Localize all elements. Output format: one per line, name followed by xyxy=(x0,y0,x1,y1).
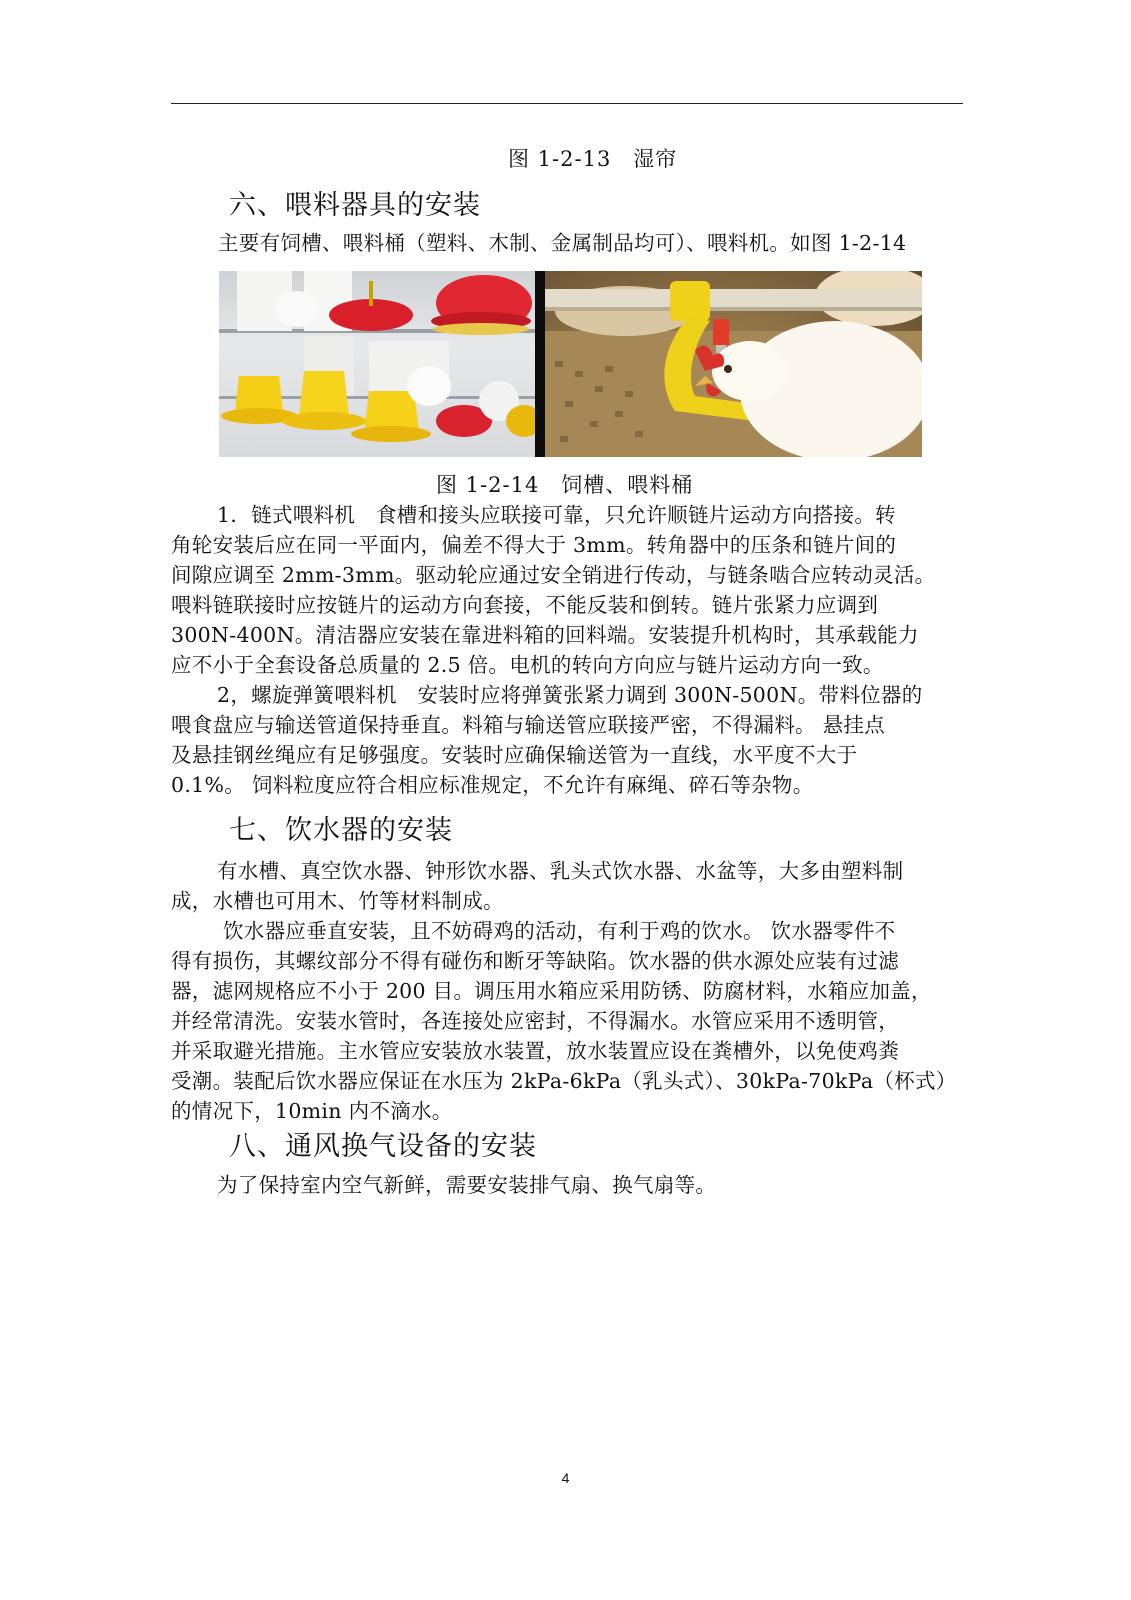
text-line: 得有损伤，其螺纹部分不得有碰伤和断牙等缺陷。饮水器的供水源处应装有过滤 xyxy=(171,949,899,973)
section-6-intro xyxy=(218,228,906,258)
text-line: 饮水器应垂直安装，且不妨碍鸡的活动，有利于鸡的饮水。 饮水器零件不 xyxy=(223,919,896,943)
text-line: 1．链式喂料机 食槽和接头应联接可靠，只允许顺链片运动方向搭接。转 xyxy=(217,503,896,527)
text-line: 0.1%。 饲料粒度应符合相应标准规定，不允许有麻绳、碎石等杂物。 xyxy=(171,773,814,797)
header-rule xyxy=(171,103,963,104)
text-line: 器，滤网规格应不小于 200 目。调压用水箱应采用防锈、防腐材料，水箱应加盖， xyxy=(171,979,932,1003)
feeder-buckets-photo xyxy=(219,271,535,457)
text-line: 300N-400N。清洁器应安装在靠进料箱的回料端。安装提升机构时，其承载能力 xyxy=(171,623,919,647)
section-8-heading: 八、通风换气设备的安装 xyxy=(229,1131,537,1162)
figure-13-caption: 图 1-2-13 湿帘 xyxy=(508,147,678,171)
text-line: 及悬挂钢丝绳应有足够强度。安装时应确保输送管为一直线，水平度不大于 xyxy=(171,743,858,767)
page-number: 4 xyxy=(561,1470,570,1486)
text-line: 并采取避光措施。主水管应安装放水装置，放水装置应设在粪槽外，以免使鸡粪 xyxy=(171,1039,899,1063)
figure-14-caption: 图 1-2-14 饲槽、喂料桶 xyxy=(436,473,694,497)
text-line: 并经常清洗。安装水管时，各连接处应密封，不得漏水。水管应采用不透明管， xyxy=(171,1009,899,1033)
text-line: 有水槽、真空饮水器、钟形饮水器、乳头式饮水器、水盆等，大多由塑料制 xyxy=(217,859,904,883)
text-line: 间隙应调至 2mm-3mm。驱动轮应通过安全销进行传动，与链条啮合应转动灵活。 xyxy=(171,563,936,587)
text-line: 的情况下，10min 内不滴水。 xyxy=(171,1099,453,1123)
section-6-paragraph-1 xyxy=(171,500,935,680)
section-7-heading: 七、饮水器的安装 xyxy=(229,815,453,846)
section-8-paragraph-1 xyxy=(171,1170,716,1200)
section-6-paragraph-2 xyxy=(171,680,923,800)
text-line: 受潮。装配后饮水器应保证在水压为 2kPa-6kPa（乳头式）、30kPa-70kPa（杯式） xyxy=(171,1069,957,1093)
chicken-drinker-illustration xyxy=(545,271,922,457)
chicken-drinker-photo xyxy=(545,271,922,457)
text-line: 应不小于全套设备总质量的 2.5 倍。电机的转向方向应与链片运动方向一致。 xyxy=(171,653,884,677)
text-line: 角轮安装后应在同一平面内，偏差不得大于 3mm。转角器中的压条和链片间的 xyxy=(171,533,897,557)
feeder-buckets-illustration xyxy=(219,271,535,457)
text-line: 为了保持室内空气新鲜，需要安装排气扇、换气扇等。 xyxy=(217,1173,717,1197)
section-7-paragraph-2 xyxy=(171,916,957,1126)
text-line: 2，螺旋弹簧喂料机 安装时应将弹簧张紧力调到 300N-500N。带料位器的 xyxy=(217,683,923,707)
text-line: 喂食盘应与输送管道保持垂直。料箱与输送管应联接严密，不得漏料。 悬挂点 xyxy=(171,713,886,737)
section-6-intro-text: 主要有饲槽、喂料桶（塑料、木制、金属制品均可）、喂料机。如图 1-2-14 xyxy=(218,231,907,255)
section-7-paragraph-1 xyxy=(171,856,903,916)
photo-divider xyxy=(535,271,545,457)
figure-14-photos xyxy=(219,271,922,457)
text-line: 喂料链联接时应按链片的运动方向套接，不能反装和倒转。链片张紧力应调到 xyxy=(171,593,879,617)
section-6-heading: 六、喂料器具的安装 xyxy=(229,190,481,221)
text-line: 成，水槽也可用木、竹等材料制成。 xyxy=(171,889,504,913)
